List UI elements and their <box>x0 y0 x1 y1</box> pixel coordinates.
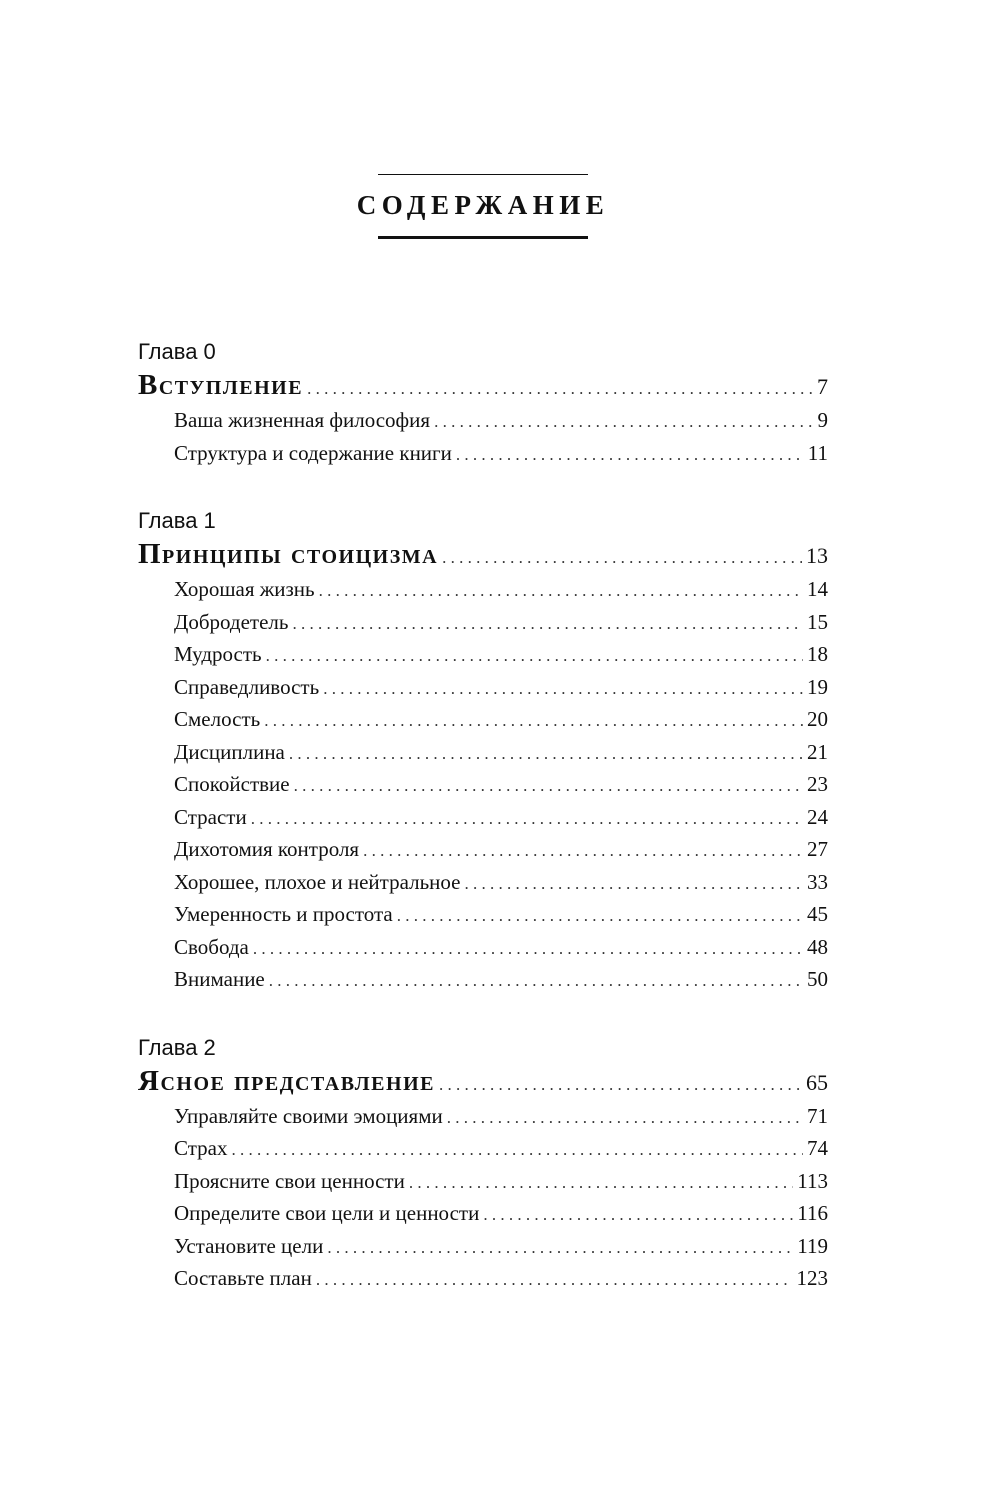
section-row <box>138 866 828 899</box>
dot-leader <box>266 640 803 673</box>
dot-leader <box>294 770 803 803</box>
dot-leader <box>231 1134 803 1167</box>
page-number: 11 <box>807 440 828 465</box>
dot-leader <box>327 1232 793 1265</box>
section-title: Умеренность и простота <box>174 902 393 926</box>
section-title: Структура и содержание книги <box>174 440 452 465</box>
page-number: 9 <box>817 408 828 432</box>
dot-leader <box>447 1102 803 1135</box>
page-number: 50 <box>807 967 828 991</box>
dot-leader <box>363 835 803 868</box>
page-number: 71 <box>807 1103 828 1128</box>
dot-leader <box>307 370 813 408</box>
page-number: 14 <box>807 577 828 601</box>
page-number: 33 <box>807 869 828 894</box>
section-row <box>138 1230 828 1263</box>
section-row <box>138 1165 828 1198</box>
section-row <box>138 1132 828 1165</box>
dot-leader <box>323 673 803 706</box>
section-row <box>138 963 828 996</box>
page-number: 119 <box>797 1233 828 1258</box>
dot-leader <box>319 575 803 608</box>
section-title: Определите свои цели и ценности <box>174 1201 480 1225</box>
section-row <box>138 638 828 671</box>
section-title: Дихотомия контроля <box>174 837 360 861</box>
section-title: Свобода <box>174 934 249 959</box>
page-number: 116 <box>797 1201 828 1225</box>
page-number: 7 <box>817 374 828 399</box>
page-number: 20 <box>807 707 828 731</box>
section-title: Хорошая жизнь <box>174 577 315 601</box>
page-number: 15 <box>807 609 828 634</box>
section-row <box>138 703 828 736</box>
title-bottom-rule <box>378 236 588 239</box>
dot-leader <box>264 705 803 738</box>
section-title: Добродетель <box>174 609 289 634</box>
section-title: Спокойствие <box>174 772 290 796</box>
chapter-title: Принципы стоицизма <box>138 538 439 570</box>
section-title: Установите цели <box>174 1233 324 1258</box>
section-row <box>138 437 828 470</box>
section-title: Мудрость <box>174 642 262 666</box>
section-row <box>138 801 828 834</box>
section-title: Страх <box>174 1136 228 1160</box>
section-row <box>138 736 828 769</box>
chapter-title-row <box>138 1062 828 1100</box>
section-row <box>138 1100 828 1133</box>
dot-leader <box>316 1264 793 1297</box>
dot-leader <box>253 933 803 966</box>
dot-leader <box>456 439 804 472</box>
section-row <box>138 404 828 437</box>
page-number: 27 <box>807 837 828 861</box>
dot-leader <box>442 539 802 577</box>
section-title: Ваша жизненная философия <box>174 408 431 432</box>
chapter-title-row <box>138 535 828 573</box>
chapter-1 <box>138 507 828 996</box>
page-number: 24 <box>807 804 828 829</box>
page-number: 21 <box>807 739 828 764</box>
chapter-label: Глава 0 <box>138 339 216 364</box>
section-row <box>138 1262 828 1295</box>
page-number: 113 <box>797 1168 828 1193</box>
section-title: Управляйте своими эмоциями <box>174 1103 443 1128</box>
page-number: 18 <box>807 642 828 666</box>
section-title: Проясните свои ценности <box>174 1168 405 1193</box>
dot-leader <box>292 608 803 641</box>
page-number: 23 <box>807 772 828 796</box>
page-number: 13 <box>806 543 828 568</box>
page-number: 123 <box>796 1266 828 1290</box>
page-title: СОДЕРЖАНИЕ <box>356 190 610 220</box>
section-row <box>138 898 828 931</box>
dot-leader <box>409 1167 793 1200</box>
section-title: Дисциплина <box>174 739 285 764</box>
page-number: 45 <box>807 902 828 926</box>
dot-leader <box>483 1199 793 1232</box>
page-number: 65 <box>806 1069 828 1095</box>
section-row <box>138 606 828 639</box>
dot-leader <box>439 1066 802 1104</box>
dot-leader <box>289 738 803 771</box>
section-title: Составьте план <box>174 1266 312 1290</box>
chapter-2 <box>138 1034 828 1295</box>
page-number: 74 <box>807 1136 828 1160</box>
chapter-title: Вступление <box>138 369 304 401</box>
dot-leader <box>251 803 803 836</box>
dot-leader <box>464 868 803 901</box>
dot-leader <box>269 965 803 998</box>
chapter-0 <box>138 338 828 469</box>
section-title: Справедливость <box>174 674 320 699</box>
dot-leader <box>397 900 803 933</box>
chapter-label: Глава 2 <box>138 1034 216 1060</box>
page-number: 19 <box>807 674 828 699</box>
section-title: Смелость <box>174 707 261 731</box>
chapter-title-row <box>138 366 828 404</box>
section-row <box>138 1197 828 1230</box>
title-top-rule <box>378 174 588 175</box>
section-row <box>138 671 828 704</box>
section-row <box>138 931 828 964</box>
section-title: Страсти <box>174 804 247 829</box>
page-number: 48 <box>807 934 828 959</box>
section-row <box>138 768 828 801</box>
section-title: Хорошее, плохое и нейтральное <box>174 869 461 894</box>
table-of-contents <box>138 338 828 1333</box>
section-row <box>138 833 828 866</box>
section-title: Внимание <box>174 967 265 991</box>
chapter-title: Ясное представление <box>138 1064 435 1097</box>
section-row <box>138 573 828 606</box>
chapter-label: Глава 1 <box>138 508 216 533</box>
dot-leader <box>434 406 813 439</box>
